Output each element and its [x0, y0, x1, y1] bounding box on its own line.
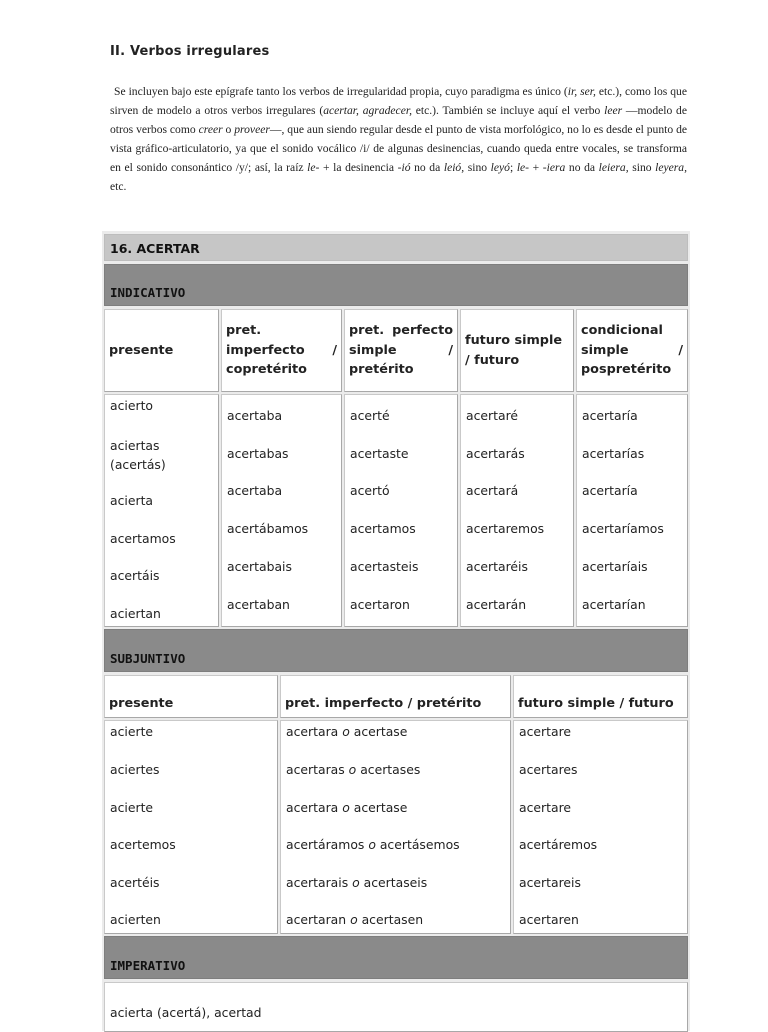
verb-form: acierte	[110, 724, 154, 739]
intro-italic-term: acertar, agradecer,	[323, 104, 412, 117]
verb-form: acierte	[110, 800, 154, 815]
section-heading: II. Verbos irregulares	[110, 44, 270, 59]
intro-italic-term: le-	[516, 161, 530, 174]
verb-form: acertarías	[582, 446, 645, 461]
indicativo-col	[460, 394, 574, 627]
indicativo-col-header	[104, 309, 219, 392]
verb-form: acertó	[350, 483, 390, 498]
indicativo-band	[104, 264, 688, 306]
subjuntivo-col-header	[280, 675, 511, 718]
intro-text-run: no da	[410, 161, 444, 174]
intro-text-run: etc.	[110, 180, 127, 193]
verb-form: acertarán	[466, 597, 527, 612]
subjuntivo-band	[104, 629, 688, 672]
intro-italic-term: ir, ser,	[567, 85, 596, 98]
verb-form: acertemos	[110, 837, 176, 852]
intro-text-run: etc.), como los que sirven de modelo a otros verbos irregulares (	[110, 85, 687, 117]
indicativo-col-header	[221, 309, 342, 392]
verb-form: acertáis	[110, 568, 160, 583]
verb-form: acertaríamos	[582, 521, 664, 536]
subjuntivo-col-header-text: futuro simple / futuro	[518, 695, 674, 711]
verb-form: acertara o acertase	[286, 724, 408, 739]
connector-o: o	[338, 800, 354, 815]
intro-text-run: o	[222, 123, 235, 136]
intro-text-run: +	[529, 161, 543, 174]
intro-italic-term: le-	[307, 161, 320, 174]
intro-text-run: —modelo de otros verbos como	[110, 104, 687, 136]
intro-italic-term: leyera,	[655, 161, 688, 174]
verb-form: acertaréis	[466, 559, 528, 574]
indicativo-col	[104, 394, 219, 627]
imperativo-band	[104, 936, 688, 979]
verb-form: acertaren	[519, 912, 579, 927]
intro-text-run: + la desinencia	[319, 161, 398, 174]
verb-form: acertareis	[519, 875, 581, 890]
subjuntivo-col	[104, 720, 278, 934]
intro-text-run: —, que aun siendo regular desde el punto de vista morfológico, no lo es desde el punto de vista gráfico-articulatorio, ya que el sonido vocálico /i/ de algunas desinencias, cuando queda entre vocales, se transforma en el sonido consonántico /y/; así, la raíz	[110, 123, 688, 174]
intro-text-run: sino	[628, 161, 656, 174]
intro-italic-term: leer	[604, 104, 623, 117]
verb-form: acertábamos	[227, 521, 309, 536]
intro-text-run: sino	[464, 161, 491, 174]
intro-text	[110, 82, 687, 196]
imperativo-label: IMPERATIVO	[110, 958, 186, 973]
verb-form: aciertes	[110, 762, 160, 777]
verb-form: acertare	[519, 800, 572, 815]
verb-form: acertará	[466, 483, 519, 498]
verb-form: acertabas	[227, 446, 289, 461]
verb-form: acertamos	[110, 531, 176, 546]
indicativo-col-header-text: pret. perfecto simple / pretérito	[349, 323, 453, 378]
verb-form: acertasteis	[350, 559, 419, 574]
indicativo-col-header-text: futuro simple / futuro	[465, 333, 563, 368]
intro-text-run: no da	[565, 161, 599, 174]
verb-form: acertabais	[227, 559, 292, 574]
imperativo-forms: acierta (acertá), acertad	[110, 1005, 262, 1020]
verb-form: acertaras o acertases	[286, 762, 421, 777]
verb-form: acertaran o acertasen	[286, 912, 424, 927]
intro-italic-term: proveer	[234, 123, 270, 136]
imperativo-cell	[104, 982, 688, 1032]
verb-form: acierten	[110, 912, 161, 927]
connector-o: o	[344, 762, 361, 777]
verb-form: acertare	[519, 724, 572, 739]
indicativo-col-header	[576, 309, 688, 392]
verb-form: acerté	[350, 408, 390, 423]
connector-o: o	[338, 724, 354, 739]
verb-form: acertarás	[466, 446, 525, 461]
verb-title: 16. ACERTAR	[104, 234, 688, 261]
verb-form: acertáramos o acertásemos	[286, 837, 460, 852]
intro-text-run: ;	[509, 161, 517, 174]
verb-form: acertares	[519, 762, 578, 777]
indicativo-label: INDICATIVO	[110, 285, 186, 300]
verb-form: acertaría	[582, 483, 638, 498]
indicativo-col-header-text: presente	[109, 342, 174, 358]
intro-italic-term: leiera,	[598, 161, 629, 174]
connector-o: o	[348, 875, 364, 890]
indicativo-col-header	[460, 309, 574, 392]
verb-form: acertéis	[110, 875, 160, 890]
verb-form: acertaba	[227, 483, 283, 498]
verb-form: acertaríais	[582, 559, 648, 574]
verb-form: acertamos	[350, 521, 416, 536]
intro-text-run: Se incluyen bajo este epígrafe tanto los verbos de irregularidad propia, cuyo paradigma es único (	[114, 85, 568, 98]
verb-form: acierto	[110, 398, 154, 413]
verb-form: acertaban	[227, 597, 290, 612]
indicativo-col-header-text: pret. imperfecto / copretérito	[226, 323, 337, 378]
intro-text-run: etc.). También se incluye aquí el verbo	[411, 104, 605, 117]
subjuntivo-col-header-text: presente	[109, 695, 174, 711]
verb-form: acertaron	[350, 597, 410, 612]
connector-o: o	[364, 837, 380, 852]
subjuntivo-label: SUBJUNTIVO	[110, 651, 186, 666]
verb-form: acertaba	[227, 408, 283, 423]
subjuntivo-col-header	[104, 675, 278, 718]
indicativo-col	[344, 394, 458, 627]
verb-form: acertáremos	[519, 837, 598, 852]
verb-form: acertara o acertase	[286, 800, 408, 815]
intro-italic-term: -iera	[542, 161, 566, 174]
subjuntivo-col	[513, 720, 688, 934]
subjuntivo-col	[280, 720, 511, 934]
intro-italic-term: leyó	[490, 161, 510, 174]
verb-form: acertarían	[582, 597, 646, 612]
verb-form: aciertan	[110, 606, 161, 621]
verb-form: acertaría	[582, 408, 638, 423]
verb-form: aciertas (acertás)	[110, 438, 166, 472]
indicativo-col	[221, 394, 342, 627]
intro-italic-term: leió,	[443, 161, 465, 174]
indicativo-col-header-text: condicional simple / pospretérito	[581, 323, 683, 378]
subjuntivo-col-header	[513, 675, 688, 718]
intro-italic-term: creer	[198, 123, 223, 136]
verb-form: acertarais o acertaseis	[286, 875, 428, 890]
connector-o: o	[346, 912, 362, 927]
intro-paragraph	[110, 82, 687, 196]
verb-form: acertaste	[350, 446, 409, 461]
verb-form: acertaré	[466, 408, 519, 423]
indicativo-col-header	[344, 309, 458, 392]
subjuntivo-col-header-text: pret. imperfecto / pretérito	[285, 695, 482, 711]
verb-form: acierta	[110, 493, 154, 508]
indicativo-col	[576, 394, 688, 627]
verb-form: acertaremos	[466, 521, 545, 536]
intro-italic-term: -ió	[397, 161, 411, 174]
